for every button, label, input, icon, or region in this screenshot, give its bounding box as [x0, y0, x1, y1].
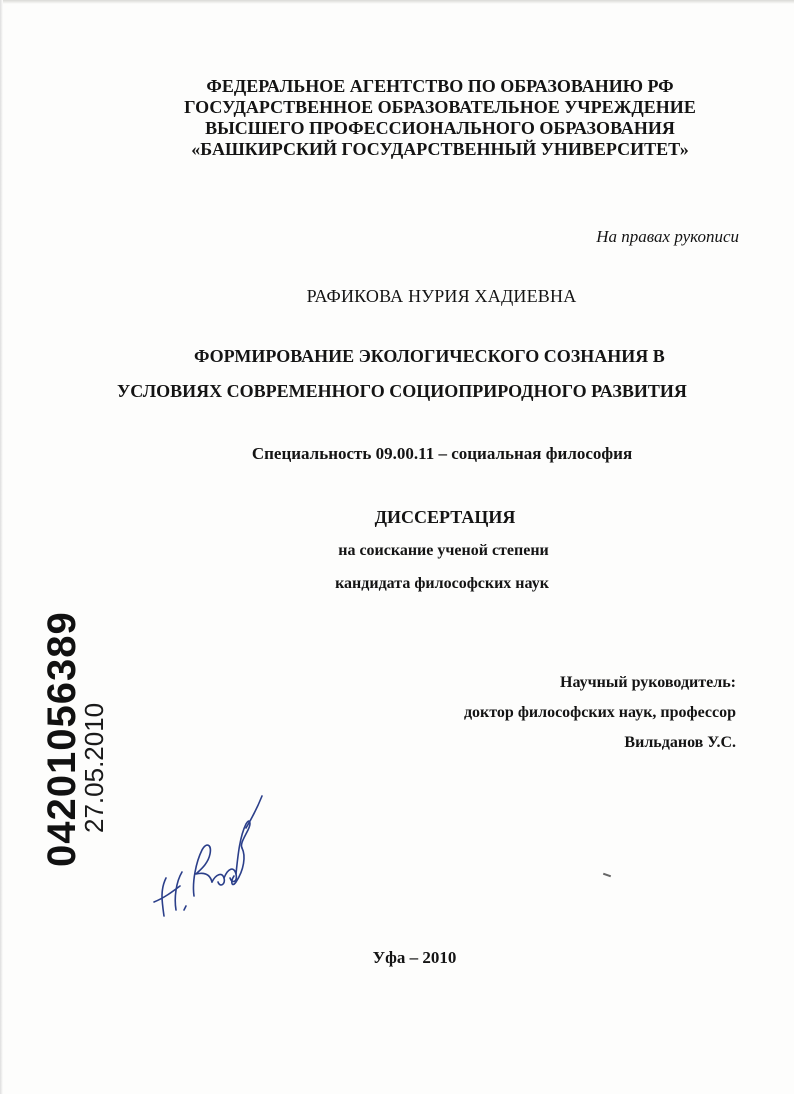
- scan-artifact: [603, 873, 611, 878]
- author-name: РАФИКОВА НУРИЯ ХАДИЕВНА: [306, 286, 577, 306]
- header-line: ВЫСШЕГО ПРОФЕССИОНАЛЬНОГО ОБРАЗОВАНИЯ: [205, 118, 675, 138]
- handwritten-signature: [150, 778, 270, 928]
- library-stamp-number: 04201056389: [40, 611, 84, 867]
- specialty: Специальность 09.00.11 – социальная философия: [251, 444, 633, 463]
- library-stamp-date: 27.05.2010: [79, 702, 109, 833]
- supervisor-name: Вильданов У.С.: [624, 734, 736, 751]
- degree-line-2: кандидата философских наук: [335, 575, 549, 592]
- dissertation-title-line-1: ФОРМИРОВАНИЕ ЭКОЛОГИЧЕСКОГО СОЗНАНИЯ В: [194, 346, 665, 366]
- supervisor-block: [464, 668, 736, 758]
- header-line: ФЕДЕРАЛЬНОЕ АГЕНТСТВО ПО ОБРАЗОВАНИЮ РФ: [206, 76, 674, 96]
- institution-header: [60, 76, 794, 160]
- dissertation-title-line-2: УСЛОВИЯХ СОВРЕМЕННОГО СОЦИОПРИРОДНОГО РАЗВИТИЯ: [117, 381, 687, 401]
- page-edge: [0, 0, 794, 4]
- degree-line-1: на соискание ученой степени: [338, 542, 549, 559]
- header-line: ГОСУДАРСТВЕННОЕ ОБРАЗОВАТЕЛЬНОЕ УЧРЕЖДЕНИЕ: [184, 97, 696, 117]
- supervisor-label: Научный руководитель:: [560, 674, 736, 691]
- city-year: Уфа – 2010: [372, 948, 457, 967]
- manuscript-note: На правах рукописи: [596, 227, 739, 246]
- header-line: «БАШКИРСКИЙ ГОСУДАРСТВЕННЫЙ УНИВЕРСИТЕТ»: [191, 139, 689, 159]
- supervisor-title: доктор философских наук, профессор: [463, 704, 736, 721]
- document-type: ДИССЕРТАЦИЯ: [374, 507, 516, 527]
